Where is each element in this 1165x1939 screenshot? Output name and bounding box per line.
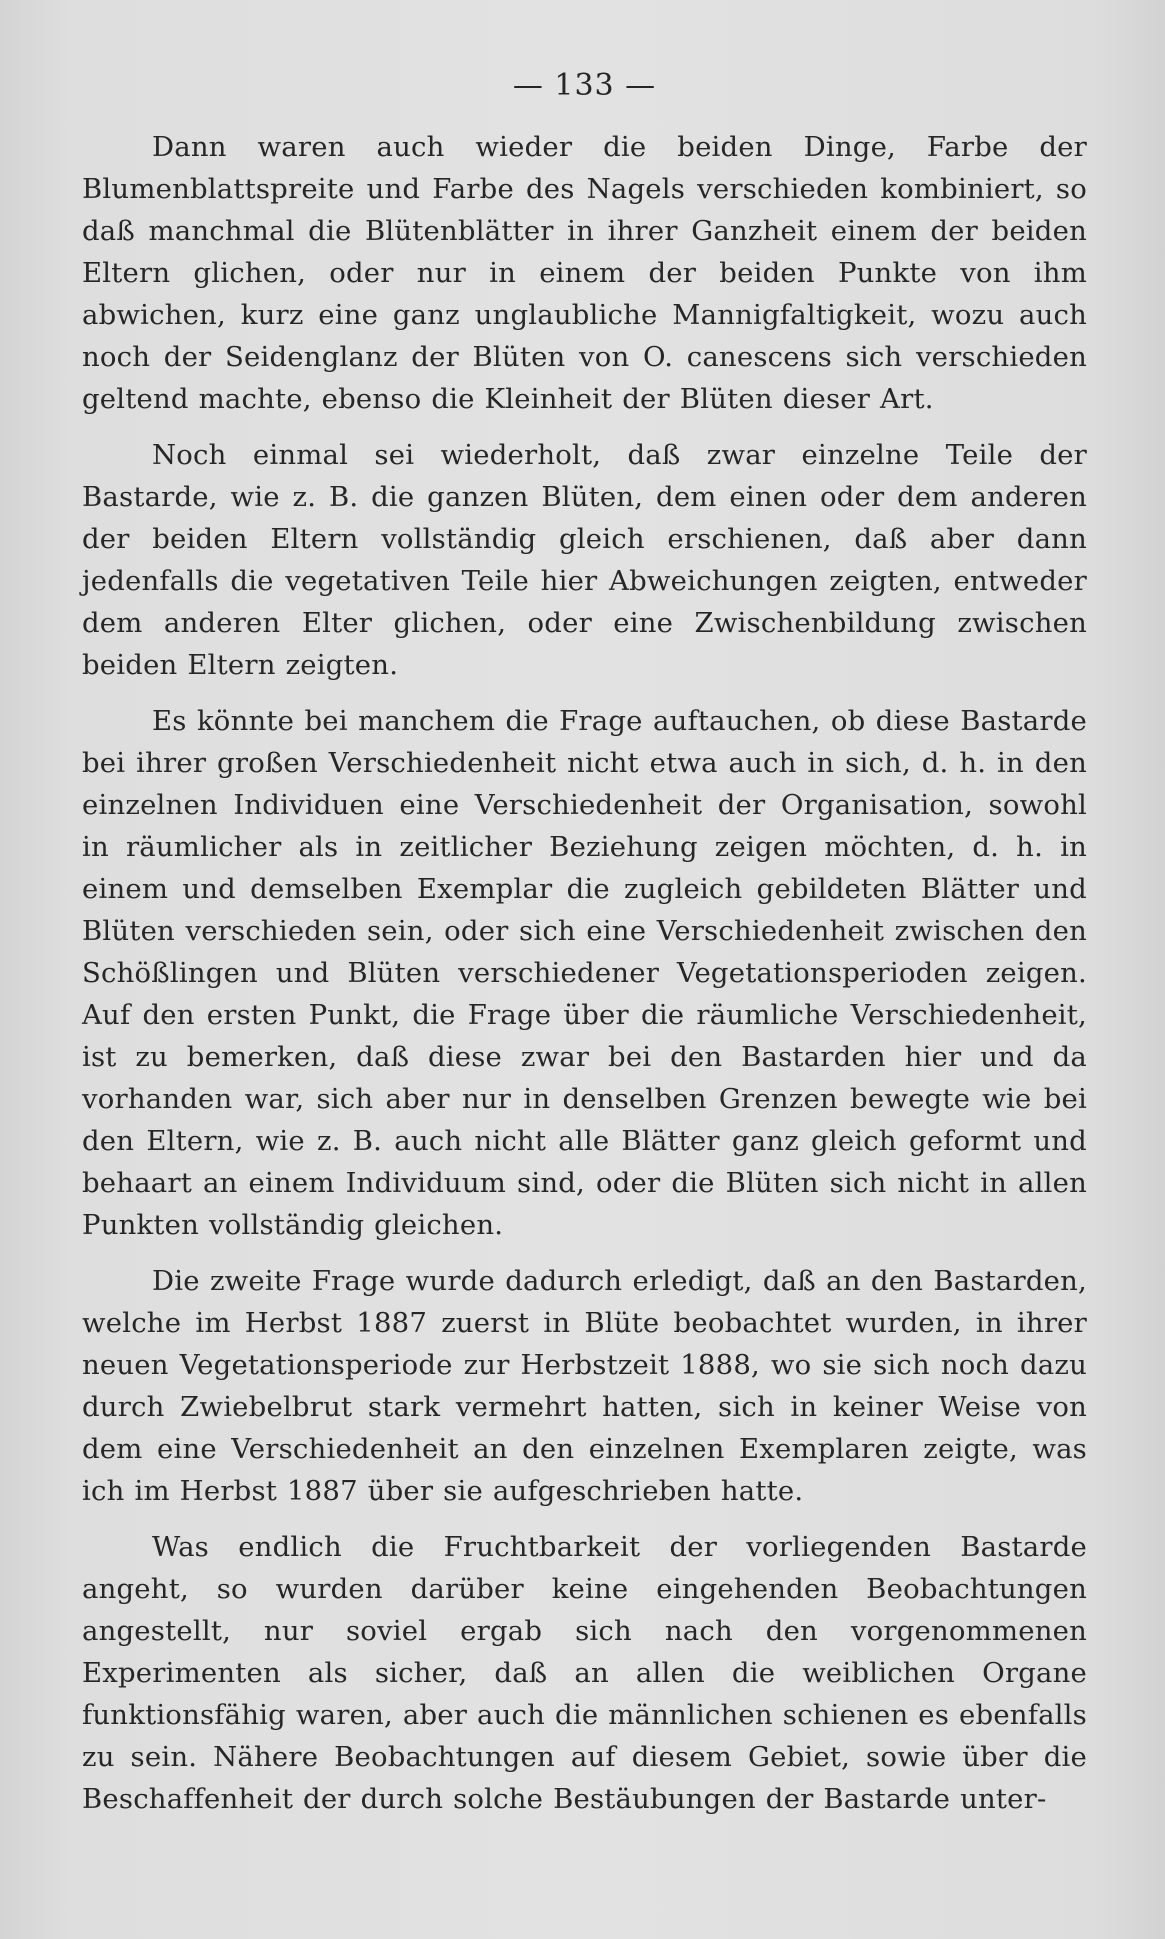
paragraph-second-question: Die zweite Frage wurde dadurch erledigt, daß an den Bastarden, welche im Herbst 1887 zuerst in Blüte beobachtet wurden, in ihrer neuen Vegetationsperiode zur Herbstzeit 1888, wo sie sich noch dazu durch Zwiebelbrut stark vermehrt hatten, sich in keiner Weise von dem eine Verschiedenheit an den einzelnen Exemplaren zeigte, was ich im Herbst 1887 über sie aufgeschrieben hatte. — [82, 1265, 1087, 1507]
page-number — [82, 68, 1087, 104]
paragraph-fertility: Was endlich die Fruchtbarkeit der vorliegenden Bastarde angeht, so wurden darüber keine eingehenden Beobachtungen angestellt, nur soviel ergab sich nach den vorgenommenen Experimenten als sicher, daß an allen die weiblichen Organe funktionsfähig waren, aber auch die männlichen schienen es ebenfalls zu sein. Nähere Beobachtungen auf diesem Gebiet, sowie über die Beschaffenheit der durch solche Bestäubungen der Bastarde unter- — [82, 1531, 1087, 1815]
body-text — [82, 126, 1087, 1820]
paragraph-hybrid-parts: Noch einmal sei wiederholt, daß zwar einzelne Teile der Bastarde, wie z. B. die ganzen Blüten, dem einen oder dem anderen der beiden Eltern vollständig gleich erschienen, daß aber dann jedenfalls die vegetativen Teile hier Abweichungen zeigten, entweder dem anderen Elter glichen, oder eine Zwischenbildung zwischen beiden Eltern zeigten. — [82, 439, 1087, 681]
paragraph-blossom-combinations: Dann waren auch wieder die beiden Dinge, Farbe der Blumenblattspreite und Farbe des Nagels verschieden kombiniert, so daß manchmal die Blütenblätter in ihrer Ganzheit einem der beiden Eltern glichen, oder nur in einem der beiden Punkte von ihm abwichen, kurz eine ganz unglaubliche Mannigfaltigkeit, wozu auch noch der Seidenglanz der Blüten von O. canescens sich verschieden geltend machte, ebenso die Kleinheit der Blüten dieser Art. — [82, 131, 1087, 415]
paragraph-variation-question: Es könnte bei manchem die Frage auftauchen, ob diese Bastarde bei ihrer großen Verschiedenheit nicht etwa auch in sich, d. h. in den einzelnen Individuen eine Verschiedenheit der Organisation, sowohl in räumlicher als in zeitlicher Beziehung zeigen möchten, d. h. in einem und demselben Exemplar die zugleich gebildeten Blätter und Blüten verschieden sein, oder sich eine Verschiedenheit zwischen den Schößlingen und Blüten verschiedener Vegetationsperioden zeigen. Auf den ersten Punkt, die Frage über die räumliche Verschiedenheit, ist zu bemerken, daß diese zwar bei den Bastarden hier und da vorhanden war, sich aber nur in denselben Grenzen bewegte wie bei den Eltern, wie z. B. auch nicht alle Blätter ganz gleich geformt und behaart an einem Individuum sind, oder die Blüten sich nicht in allen Punkten vollständig gleichen. — [82, 705, 1087, 1241]
page-number-text: — 133 — — [512, 68, 657, 103]
